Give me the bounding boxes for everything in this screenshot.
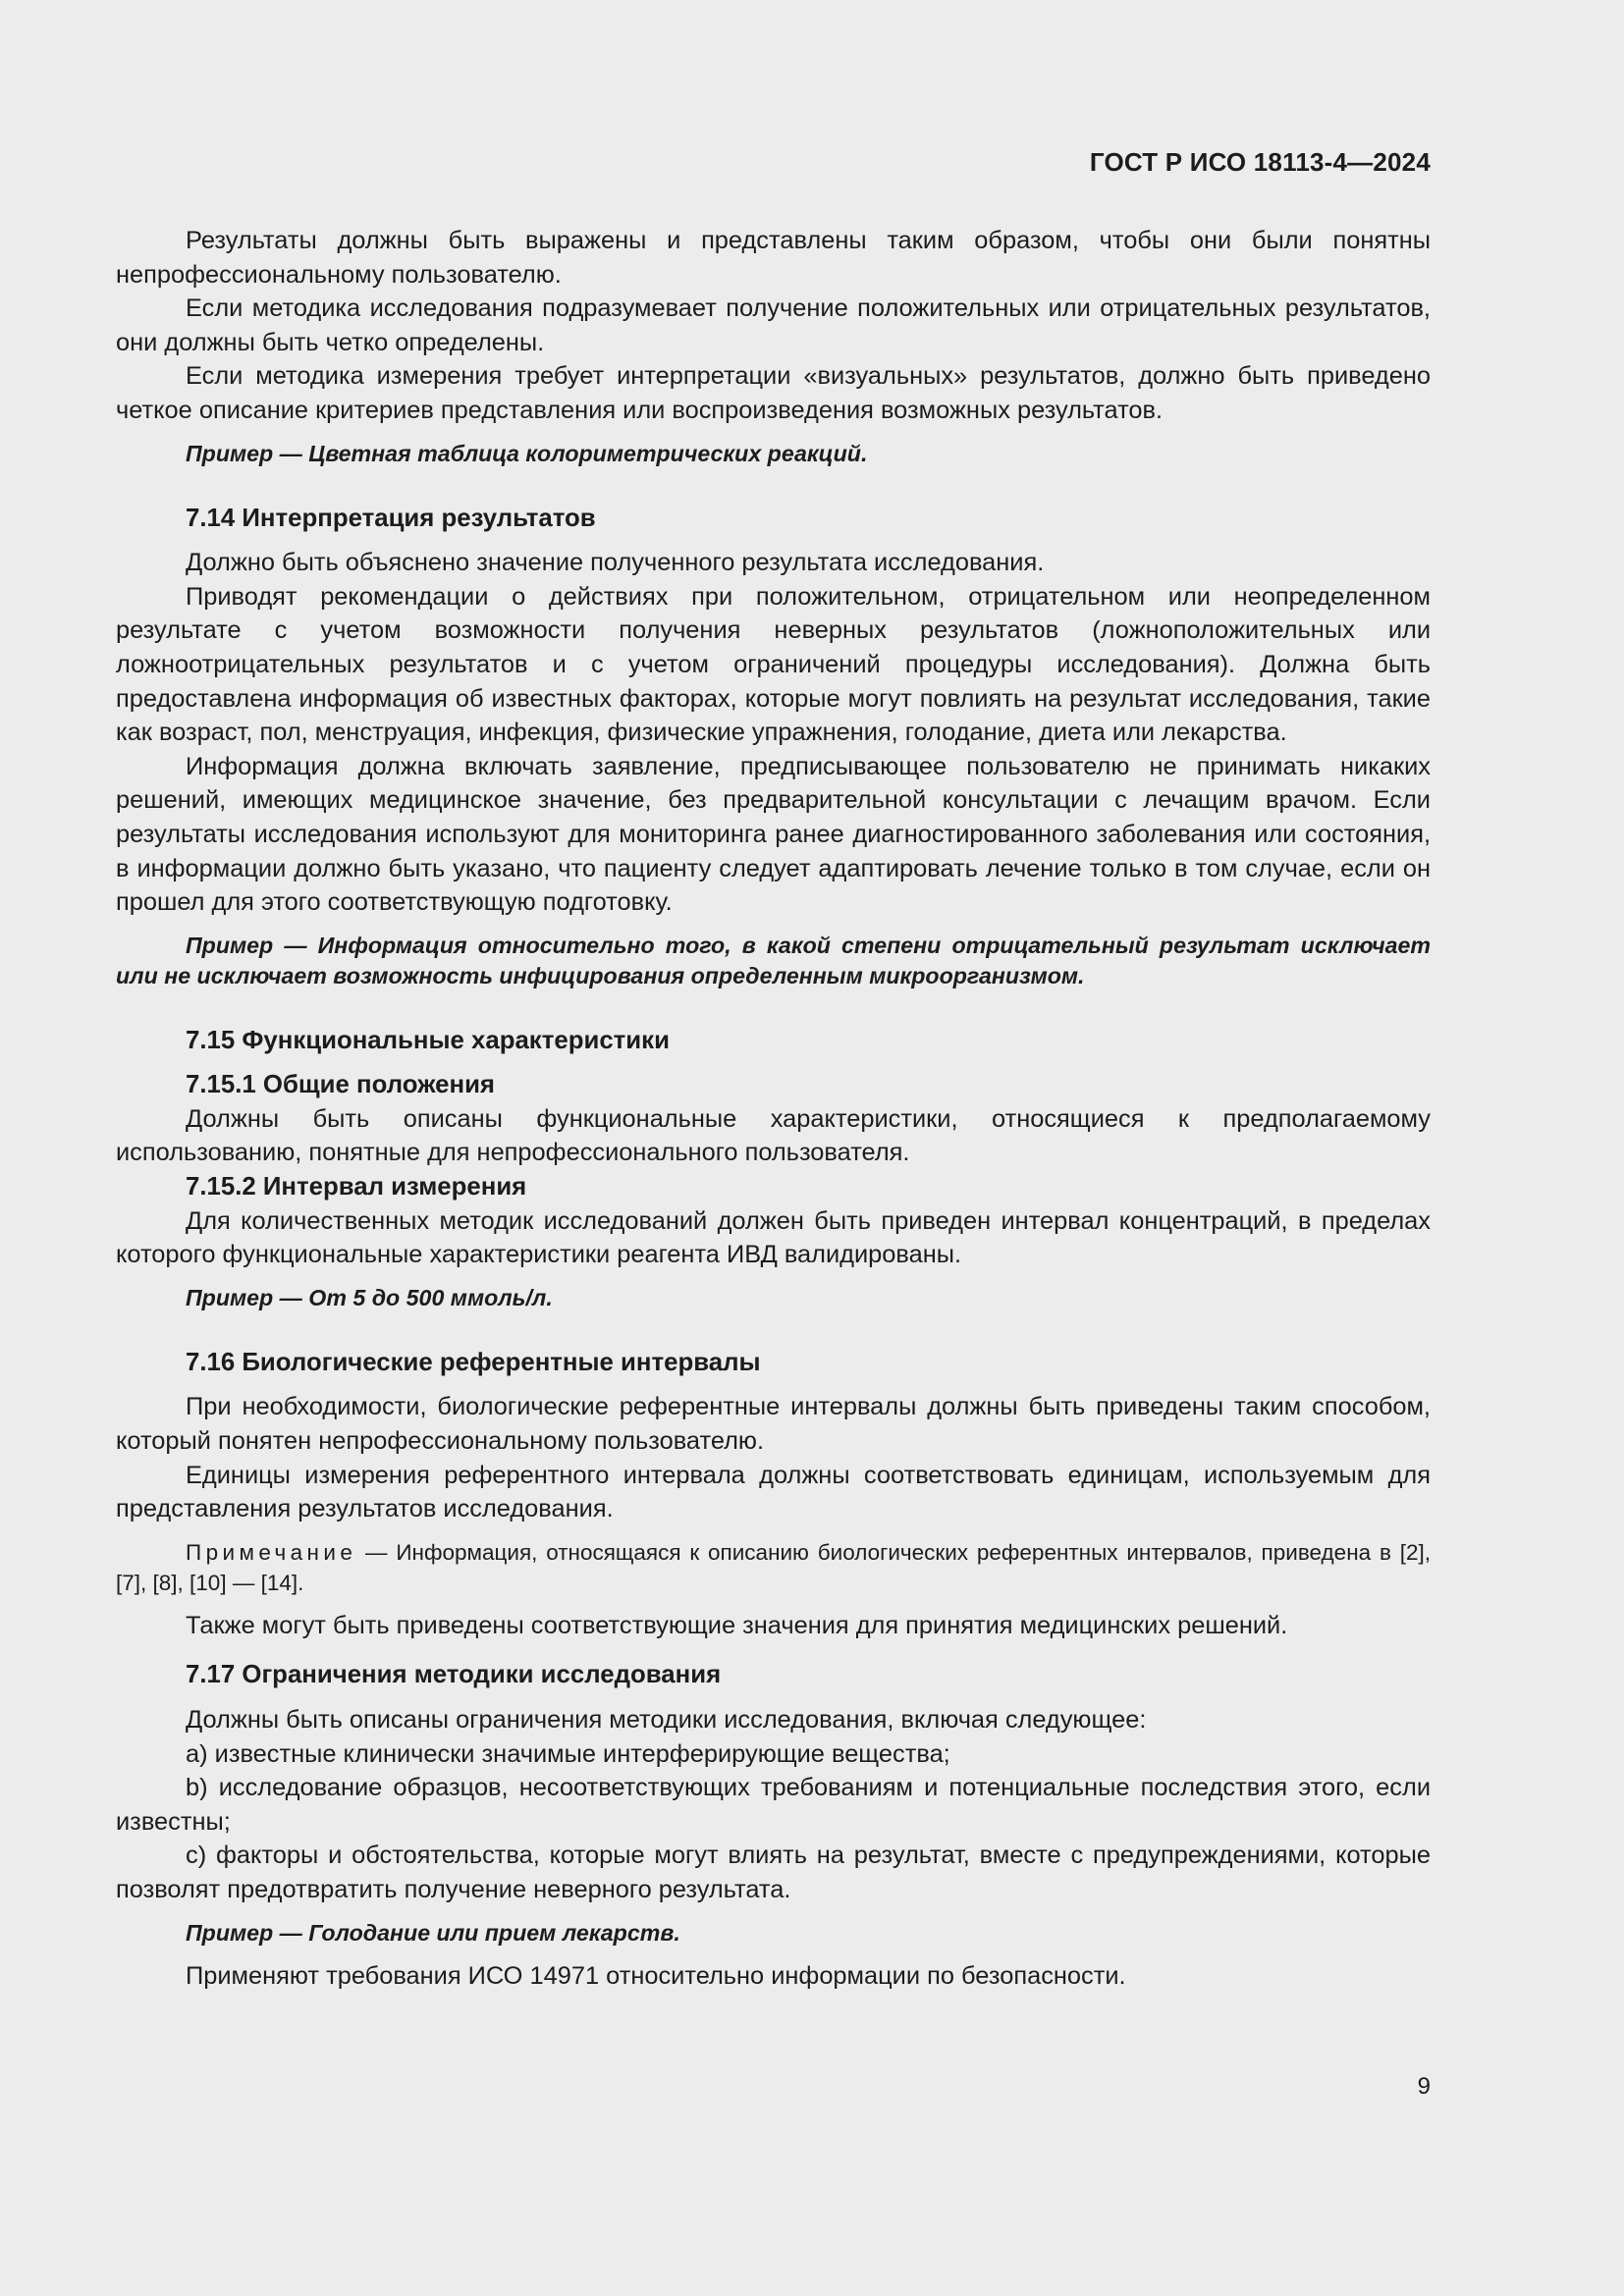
list-item: c) факторы и обстоятельства, которые могут влиять на результат, вместе с предупреждениями, которые позволят предотвратить получение неверного результата. xyxy=(116,1842,1431,1903)
section-heading-7-15: 7.15 Функциональные характеристики xyxy=(186,1026,670,1054)
paragraph: Для количественных методик исследований должен быть приведен интервал концентраций, в пределах которого функциональные характеристики реагента ИВД валидированы. xyxy=(116,1206,1431,1269)
paragraph: При необходимости, биологические референтные интервалы должны быть приведены таким способом, который понятен непрофессиональному пользователю. xyxy=(116,1393,1431,1456)
example-text: Пример — Голодание или прием лекарств. xyxy=(186,1919,680,1946)
paragraph: Единицы измерения референтного интервала должны соответствовать единицам, используемым для представления результатов исследования. xyxy=(116,1461,1431,1523)
note xyxy=(116,1537,1431,1598)
paragraph: Если методика измерения требует интерпретации «визуальных» результатов, должно быть приведено четкое описание критериев представления или воспроизведения возможных результатов. xyxy=(116,362,1431,424)
paragraph: Должны быть описаны функциональные характеристики, относящиеся к предполагаемому использованию, понятные для непрофессионального пользователя. xyxy=(116,1104,1431,1167)
page-number: 9 xyxy=(1417,2073,1431,2100)
list-item: a) известные клинически значимые интерферирующие вещества; xyxy=(186,1739,950,1768)
example-text: Пример — Информация относительно того, в какой степени отрицательный результат исключает или не исключает возможность инфицирования определенным микроорганизмом. xyxy=(116,932,1431,988)
document-body xyxy=(116,224,1431,1993)
example-text: Пример — От 5 до 500 ммоль/л. xyxy=(186,1284,553,1310)
paragraph: Информация должна включать заявление, предписывающее пользователю не принимать никаких решений, имеющих медицинское значение, без предварительной консультации с лечащим врачом. Если результаты исследования используют для мониторинга ранее диагностированного заболевания или состояния, в информации должно быть указано, что пациенту следует адаптировать лечение только в том случае, если он прошел для этого соответствующую подготовку. xyxy=(116,752,1431,917)
paragraph: Результаты должны быть выражены и представлены таким образом, чтобы они были понятны непрофессиональному пользователю. xyxy=(116,227,1431,289)
subsection-heading-7-15-2: 7.15.2 Интервал измерения xyxy=(186,1173,527,1201)
paragraph: Применяют требования ИСО 14971 относительно информации по безопасности. xyxy=(186,1961,1126,1990)
note-text: — Информация, относящаяся к описанию биологических референтных интервалов, приведена в [2], [7], [8], [10] — [14]. xyxy=(116,1539,1431,1595)
section-heading-7-14: 7.14 Интерпретация результатов xyxy=(186,504,596,532)
section-heading-7-16: 7.16 Биологические референтные интервалы xyxy=(186,1348,761,1376)
paragraph: Должно быть объяснено значение полученного результата исследования. xyxy=(186,549,1045,577)
standard-header: ГОСТ Р ИСО 18113-4—2024 xyxy=(1089,147,1431,177)
section-heading-7-17: 7.17 Ограничения методики исследования xyxy=(186,1661,722,1689)
subsection-heading-7-15-1: 7.15.1 Общие положения xyxy=(186,1071,495,1099)
example-text: Пример — Цветная таблица колориметрических реакций. xyxy=(186,440,868,466)
list-item: b) исследование образцов, несоответствующих требованиям и потенциальные последствия этого, если известны; xyxy=(116,1774,1431,1836)
paragraph: Также могут быть приведены соответствующие значения для принятия медицинских решений. xyxy=(186,1611,1288,1639)
paragraph: Приводят рекомендации о действиях при положительном, отрицательном или неопределенном результате с учетом возможности получения неверных результатов (ложноположительных или ложноотрицательных результатов и с учетом ограничений процедуры исследования). Должна быть предоставлена информация об известных факторах, которые могут повлиять на результат исследования, такие как возраст, пол, менструация, инфекция, физические упражнения, голодание, диета или лекарства. xyxy=(116,582,1431,747)
paragraph: Если методика исследования подразумевает получение положительных или отрицательных результатов, они должны быть четко определены. xyxy=(116,294,1431,356)
paragraph: Должны быть описаны ограничения методики исследования, включая следующее: xyxy=(186,1706,1147,1734)
note-label: Примечание xyxy=(186,1539,357,1565)
